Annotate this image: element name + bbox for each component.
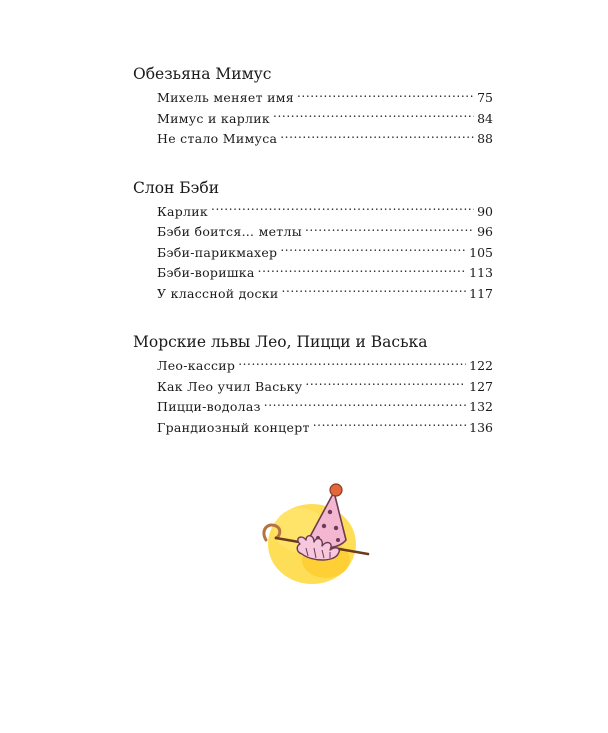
toc-entry[interactable] [157, 284, 493, 305]
entry-page-number: 117 [469, 285, 493, 301]
clown-hat-and-cane-icon [250, 478, 380, 588]
dot-leader [273, 110, 474, 124]
entry-title: Не стало Мимуса [157, 131, 278, 146]
entry-title: Михель меняет имя [157, 90, 294, 105]
section-title: Обезьяна Мимус [133, 65, 272, 83]
dot-leader [280, 130, 474, 144]
dot-leader [305, 378, 466, 392]
toc-entry[interactable] [157, 129, 493, 150]
dot-leader [258, 264, 466, 278]
dot-leader [264, 398, 466, 412]
toc-entry[interactable] [157, 109, 493, 130]
toc-section-sea-lions [133, 330, 493, 438]
entry-title: Как Лео учил Ваську [157, 378, 303, 394]
toc-entry[interactable] [157, 222, 493, 243]
section-title: Слон Бэби [133, 178, 220, 197]
toc-entry[interactable] [157, 397, 493, 418]
entry-page-number: 96 [477, 224, 493, 239]
entry-page-number: 90 [477, 203, 493, 219]
entry-page-number: 132 [469, 399, 493, 414]
dot-leader [238, 357, 466, 371]
toc-entry[interactable] [157, 88, 493, 109]
section-entries [157, 356, 493, 438]
toc-section-baby [133, 176, 493, 305]
section-entries [157, 202, 493, 305]
entry-title: У классной доски [157, 285, 279, 301]
entry-title: Карлик [157, 203, 209, 219]
entry-page-number: 136 [469, 419, 493, 435]
dot-leader [280, 244, 466, 258]
entry-page-number: 127 [469, 378, 493, 394]
entry-title: Бэби-парикмахер [157, 244, 278, 260]
table-of-contents [133, 62, 493, 464]
dot-leader [282, 285, 467, 299]
entry-title: Бэби боится… метлы [157, 224, 302, 239]
entry-title: Мимус и карлик [157, 110, 271, 126]
toc-entry[interactable] [157, 356, 493, 377]
entry-page-number: 88 [477, 131, 493, 146]
dot-leader [305, 223, 474, 237]
entry-title: Пицци-водолаз [157, 399, 261, 414]
toc-section-mimus [133, 62, 493, 150]
toc-entry[interactable] [157, 377, 493, 398]
hat-pompom-shape [330, 484, 342, 496]
entry-page-number: 113 [469, 265, 493, 280]
dot-leader [297, 89, 474, 103]
entry-title: Лео-кассир [157, 358, 236, 373]
toc-entry[interactable] [157, 243, 493, 264]
entry-page-number: 75 [477, 90, 493, 105]
dot-leader [211, 203, 474, 217]
entry-page-number: 122 [469, 358, 493, 373]
dot-leader [313, 419, 466, 433]
entry-title: Грандиозный концерт [157, 419, 310, 435]
section-title: Морские львы Лео, Пицци и Васька [133, 333, 428, 351]
entry-page-number: 84 [477, 110, 493, 126]
toc-entry[interactable] [157, 202, 493, 223]
entry-page-number: 105 [469, 244, 493, 260]
toc-entry[interactable] [157, 263, 493, 284]
entry-title: Бэби-воришка [157, 265, 255, 280]
toc-entry[interactable] [157, 418, 493, 439]
section-entries [157, 88, 493, 150]
